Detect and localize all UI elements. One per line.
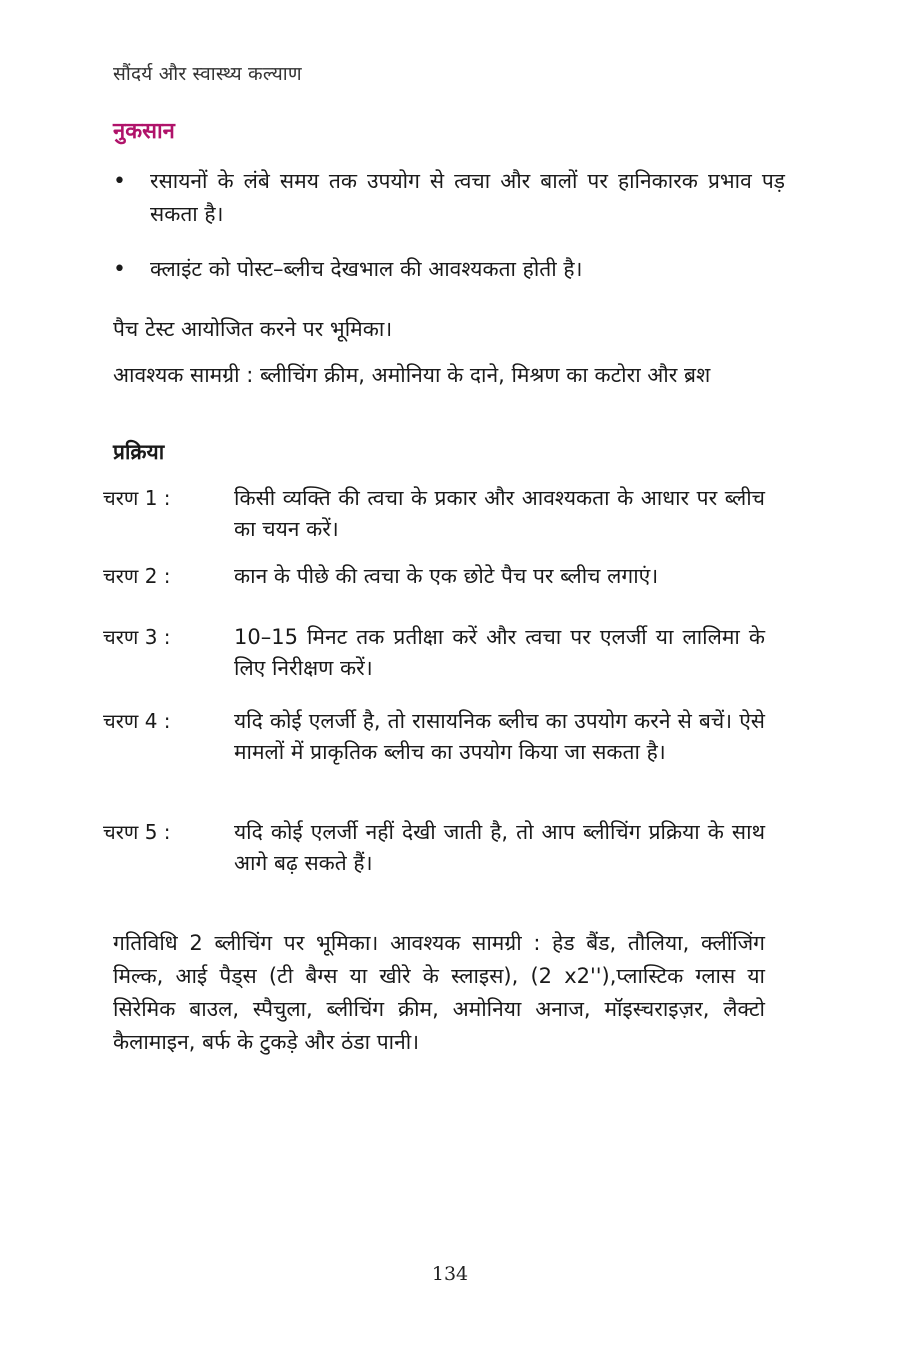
step-label: चरण 2 : bbox=[103, 564, 171, 588]
running-head: सौंदर्य और स्वास्थ्य कल्याण bbox=[113, 63, 302, 85]
step-text: यदि कोई एलर्जी नहीं देखी जाती है, तो आप ब्लीचिंग प्रक्रिया के साथ आगे बढ़ सकते हैं। bbox=[234, 820, 765, 875]
step-label: चरण 3 : bbox=[103, 625, 171, 649]
step-label: चरण 4 : bbox=[103, 709, 171, 733]
list-item-text: क्लाइंट को पोस्ट–ब्लीच देखभाल की आवश्यकता होती है। bbox=[150, 257, 583, 281]
bullet-icon: • bbox=[113, 169, 126, 194]
activity-paragraph: गतिविधि 2 ब्लीचिंग पर भूमिका। आवश्यक सामग्री : हेड बैंड, तौलिया, क्लींजिंग मिल्क, आई पैड्स (टी बैग्स या खीरे के स्लाइस), (2 x2''),प्लास्टिक ग्लास या सिरेमिक बाउल, स्पैचुला, ब्लीचिंग क्रीम, अमोनिया अनाज, मॉइस्चराइज़र, लैक्टो कैलामाइन, बर्फ के टुकड़े और ठंडा पानी। bbox=[113, 931, 765, 1054]
list-item bbox=[113, 253, 785, 286]
step-label: चरण 1 : bbox=[103, 486, 171, 510]
list-item-text: रसायनों के लंबे समय तक उपयोग से त्वचा और बालों पर हानिकारक प्रभाव पड़ सकता है। bbox=[150, 169, 785, 226]
step-text: 10–15 मिनट तक प्रतीक्षा करें और त्वचा पर एलर्जी या लालिमा के लिए निरीक्षण करें। bbox=[234, 625, 765, 680]
step-text: किसी व्यक्ति की त्वचा के प्रकार और आवश्यकता के आधार पर ब्लीच का चयन करें। bbox=[234, 486, 765, 541]
step-text: यदि कोई एलर्जी है, तो रासायनिक ब्लीच का उपयोग करने से बचें। ऐसे मामलों में प्राकृतिक ब्लीच का उपयोग किया जा सकता है। bbox=[234, 709, 765, 764]
disadvantages-list bbox=[113, 165, 785, 308]
patch-test-title: पैच टेस्ट आयोजित करने पर भूमिका। bbox=[113, 317, 393, 341]
bullet-icon: • bbox=[113, 257, 126, 282]
step-text: कान के पीछे की त्वचा के एक छोटे पैच पर ब्लीच लगाएं। bbox=[234, 564, 659, 588]
list-item bbox=[113, 165, 785, 231]
procedure-heading: प्रक्रिया bbox=[113, 440, 165, 464]
materials-paragraph: आवश्यक सामग्री : ब्लीचिंग क्रीम, अमोनिया के दाने, मिश्रण का कटोरा और ब्रश bbox=[113, 363, 711, 387]
step-label: चरण 5 : bbox=[103, 820, 171, 844]
section-heading-disadvantages: नुकसान bbox=[113, 119, 175, 144]
page-number: 134 bbox=[431, 1263, 469, 1285]
